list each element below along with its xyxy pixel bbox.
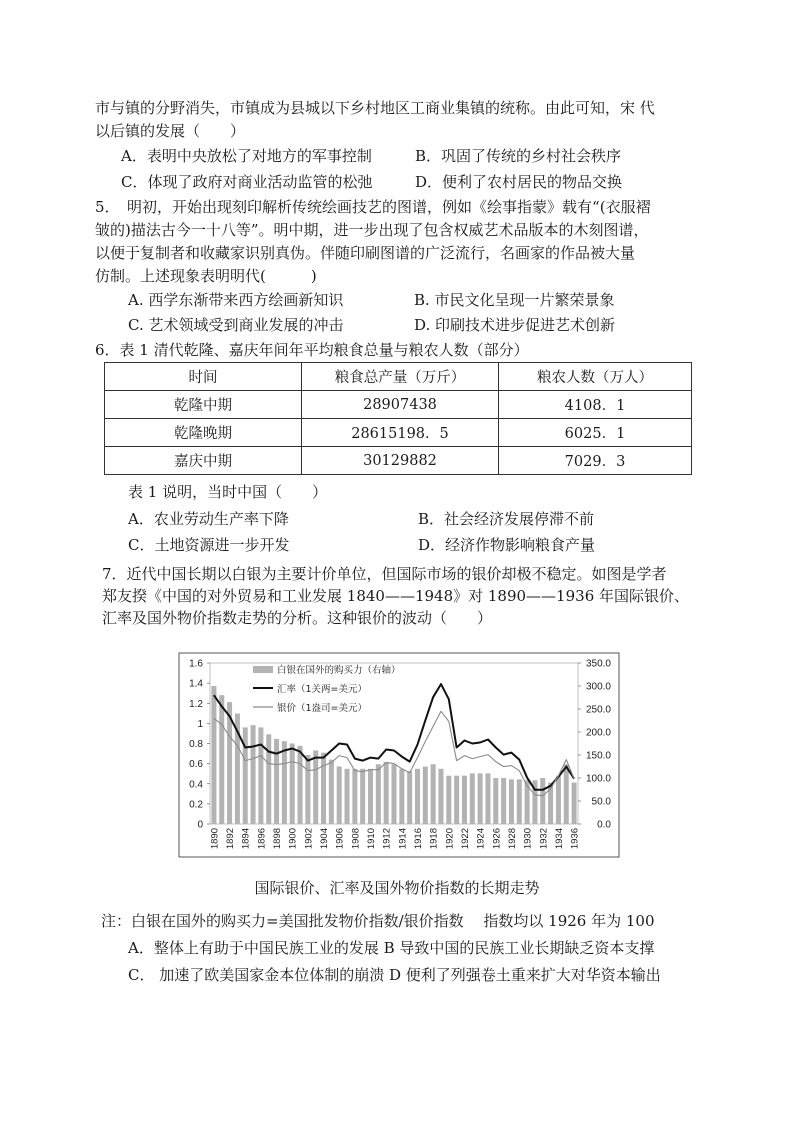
table-cell: 7029．3	[499, 447, 692, 475]
purchasing-power-bar	[345, 769, 350, 824]
purchasing-power-bar	[337, 767, 342, 825]
q5-option-b: B. 市民文化呈现一片繁荣景象	[414, 291, 615, 309]
x-axis-tick-label: 1894	[240, 828, 252, 850]
x-axis-tick-label: 1916	[412, 828, 424, 850]
q6-option-c: C．土地资源进一步开发	[128, 536, 290, 554]
purchasing-power-bar	[251, 725, 256, 824]
table-header-row	[105, 363, 692, 391]
q7-options-cd: C． 加速了欧美国家金本位体制的崩溃 D 便利了列强卷土重来扩大对华资本输出	[128, 966, 661, 984]
table-header-cell: 粮食总产量（万斤）	[302, 363, 499, 391]
left-axis-tick-label: 0.8	[189, 739, 203, 750]
left-axis-tick-label: 1.2	[189, 698, 203, 710]
purchasing-power-bar	[462, 776, 467, 824]
q5-option-c: C. 艺术领域受到商业发展的冲击	[128, 316, 344, 334]
purchasing-power-bar	[431, 764, 436, 824]
chart-note: 注：白银在国外的购买力=美国批发物价指数/银价指数 指数均以 1926 年为 100	[101, 912, 655, 930]
left-axis-tick-label: 0.4	[189, 779, 203, 791]
purchasing-power-bar	[556, 776, 561, 824]
purchasing-power-bar	[266, 734, 271, 824]
table-cell: 嘉庆中期	[105, 447, 302, 475]
q7-line1: 7．近代中国长期以白银为主要计价单位，但国际市场的银价却极不稳定。如图是学者	[102, 565, 667, 583]
x-axis-tick-label: 1934	[553, 828, 565, 850]
purchasing-power-bar	[493, 778, 498, 824]
purchasing-power-bar	[438, 769, 443, 824]
purchasing-power-bar	[407, 771, 412, 824]
grain-table	[104, 362, 692, 475]
purchasing-power-bar	[399, 769, 404, 824]
right-axis-tick-label: 300.0	[585, 681, 611, 693]
table-row	[105, 419, 692, 447]
purchasing-power-bar	[454, 776, 459, 824]
table-header-cell: 粮农人数（万人）	[499, 363, 692, 391]
left-axis-tick-label: 0.6	[189, 759, 203, 771]
legend-label: 银价（1盎司=美元）	[277, 703, 368, 714]
x-axis-tick-label: 1928	[506, 828, 518, 850]
silver-price-chart	[175, 651, 623, 861]
q5-option-a: A. 西学东渐带来西方绘画新知识	[128, 291, 344, 309]
legend-swatch-bar	[253, 666, 273, 673]
x-axis-tick-label: 1910	[366, 828, 378, 850]
purchasing-power-bar	[540, 778, 545, 824]
table-cell: 28907438	[302, 391, 499, 419]
purchasing-power-bar	[313, 750, 318, 824]
legend-label: 汇率（1关两=美元）	[277, 684, 368, 695]
left-axis-tick-label: 0.2	[189, 799, 203, 811]
purchasing-power-bar	[415, 769, 420, 824]
table-cell: 乾隆中期	[105, 391, 302, 419]
purchasing-power-bar	[274, 739, 279, 824]
right-axis-tick-label: 100.0	[585, 773, 611, 785]
x-axis-tick-label: 1936	[569, 828, 581, 850]
x-axis-tick-label: 1892	[225, 828, 237, 850]
right-axis-tick-label: 0.0	[597, 819, 611, 831]
chart-caption: 国际银价、汇率及国外物价指数的长期走势	[254, 879, 540, 897]
purchasing-power-bar	[305, 755, 310, 824]
purchasing-power-bar	[384, 762, 389, 824]
purchasing-power-bar	[329, 760, 334, 824]
right-axis-tick-label: 150.0	[585, 750, 611, 762]
purchasing-power-bar	[478, 773, 483, 824]
x-axis-tick-label: 1904	[319, 828, 331, 850]
purchasing-power-bar	[423, 767, 428, 825]
x-axis-tick-label: 1900	[287, 828, 299, 850]
purchasing-power-bar	[368, 769, 373, 824]
q6-option-a: A．农业劳动生产率下降	[128, 510, 289, 528]
x-axis-tick-label: 1890	[209, 828, 221, 850]
purchasing-power-bar	[517, 779, 522, 824]
x-axis-tick-label: 1902	[303, 828, 315, 850]
x-axis-tick-label: 1924	[475, 828, 487, 850]
x-axis-tick-label: 1922	[459, 828, 471, 850]
x-axis-tick-label: 1908	[350, 828, 362, 850]
q7-line2: 郑友揆《中国的对外贸易和工业发展 1840——1948》对 1890——1936 年国际银价、	[102, 587, 690, 605]
q4-option-c: C．体现了政府对商业活动监管的松弛	[121, 173, 373, 191]
x-axis-tick-label: 1912	[381, 828, 393, 850]
table-cell: 30129882	[302, 447, 499, 475]
right-axis-tick-label: 200.0	[585, 727, 611, 739]
q4-option-d: D．便利了农村居民的物品交换	[415, 173, 623, 191]
x-axis-tick-label: 1914	[397, 828, 409, 850]
q6-stem: 表 1 说明，当时中国（ ）	[128, 483, 328, 501]
x-axis-tick-label: 1926	[491, 828, 503, 850]
table-cell: 28615198．5	[302, 419, 499, 447]
q4-option-b: B．巩固了传统的乡村社会秩序	[415, 147, 622, 165]
x-axis-tick-label: 1898	[272, 828, 284, 850]
purchasing-power-bar	[501, 778, 506, 824]
q5-option-d: D. 印刷技术进步促进艺术创新	[414, 316, 616, 334]
q5-line2: 皱的)描法古今一十八等”。明中期，进一步出现了包含权威艺术品版本的木刻图谱，	[95, 221, 649, 239]
table-cell: 6025．1	[499, 419, 692, 447]
left-axis-tick-label: 1.4	[189, 678, 203, 690]
q4-line1: 市与镇的分野消失，市镇成为县城以下乡村地区工商业集镇的统称。由此可知，宋 代	[95, 99, 655, 117]
purchasing-power-bar	[219, 695, 224, 824]
purchasing-power-bar	[211, 686, 216, 824]
x-axis-tick-label: 1906	[334, 828, 346, 850]
purchasing-power-bar	[352, 769, 357, 824]
q5-line3: 以便于复制者和收藏家识别真伪。伴随印刷图谱的广泛流行，名画家的作品被大量	[95, 244, 636, 262]
q4-line2: 以后镇的发展（ ）	[95, 122, 246, 140]
table-row	[105, 447, 692, 475]
purchasing-power-bar	[391, 764, 396, 824]
x-axis-tick-label: 1930	[522, 828, 534, 850]
purchasing-power-bar	[572, 783, 577, 824]
q5-line1: 5． 明初，开始出现刻印解析传统绘画技艺的图谱，例如《绘事指蒙》载有“(衣服褶	[95, 198, 651, 216]
purchasing-power-bar	[258, 727, 263, 824]
right-axis-tick-label: 350.0	[585, 658, 611, 670]
left-axis-tick-label: 1.6	[189, 658, 203, 670]
x-axis-tick-label: 1920	[444, 828, 456, 850]
q6-title: 6．表 1 清代乾隆、嘉庆年间年平均粮食总量与粮农人数（部分）	[95, 341, 529, 359]
purchasing-power-bar	[470, 773, 475, 824]
left-axis-tick-label: 0	[197, 819, 203, 831]
purchasing-power-bar	[564, 764, 569, 824]
q4-option-a: A．表明中央放松了对地方的军事控制	[121, 147, 372, 165]
purchasing-power-bar	[360, 769, 365, 824]
purchasing-power-bar	[298, 746, 303, 824]
purchasing-power-bar	[525, 780, 530, 824]
legend-label: 白银在国外的购买力（右轴）	[277, 665, 401, 676]
right-axis-tick-label: 50.0	[591, 796, 611, 808]
purchasing-power-bar	[446, 776, 451, 824]
left-axis-tick-label: 1	[197, 718, 203, 730]
x-axis-tick-label: 1932	[538, 828, 550, 850]
right-axis-tick-label: 250.0	[585, 704, 611, 716]
purchasing-power-bar	[282, 741, 287, 824]
q6-option-b: B．社会经济发展停滞不前	[418, 510, 595, 528]
purchasing-power-bar	[376, 764, 381, 824]
table-cell: 乾隆晚期	[105, 419, 302, 447]
q5-line4: 仿制。上述现象表明明代( )	[95, 267, 317, 285]
q6-option-d: D．经济作物影响粮食产量	[418, 536, 596, 554]
x-axis-tick-label: 1918	[428, 828, 440, 850]
x-axis-tick-label: 1896	[256, 828, 268, 850]
table-header-cell: 时间	[105, 363, 302, 391]
purchasing-power-bar	[485, 773, 490, 824]
table-cell: 4108．1	[499, 391, 692, 419]
q7-line3: 汇率及国外物价指数走势的分析。这种银价的波动（ ）	[102, 609, 493, 627]
purchasing-power-bar	[290, 744, 295, 825]
purchasing-power-bar	[321, 753, 326, 824]
table-row	[105, 391, 692, 419]
purchasing-power-bar	[509, 779, 514, 824]
q7-options-ab: A．整体上有助于中国民族工业的发展 B 导致中国的民族工业长期缺乏资本支撑	[128, 939, 655, 957]
